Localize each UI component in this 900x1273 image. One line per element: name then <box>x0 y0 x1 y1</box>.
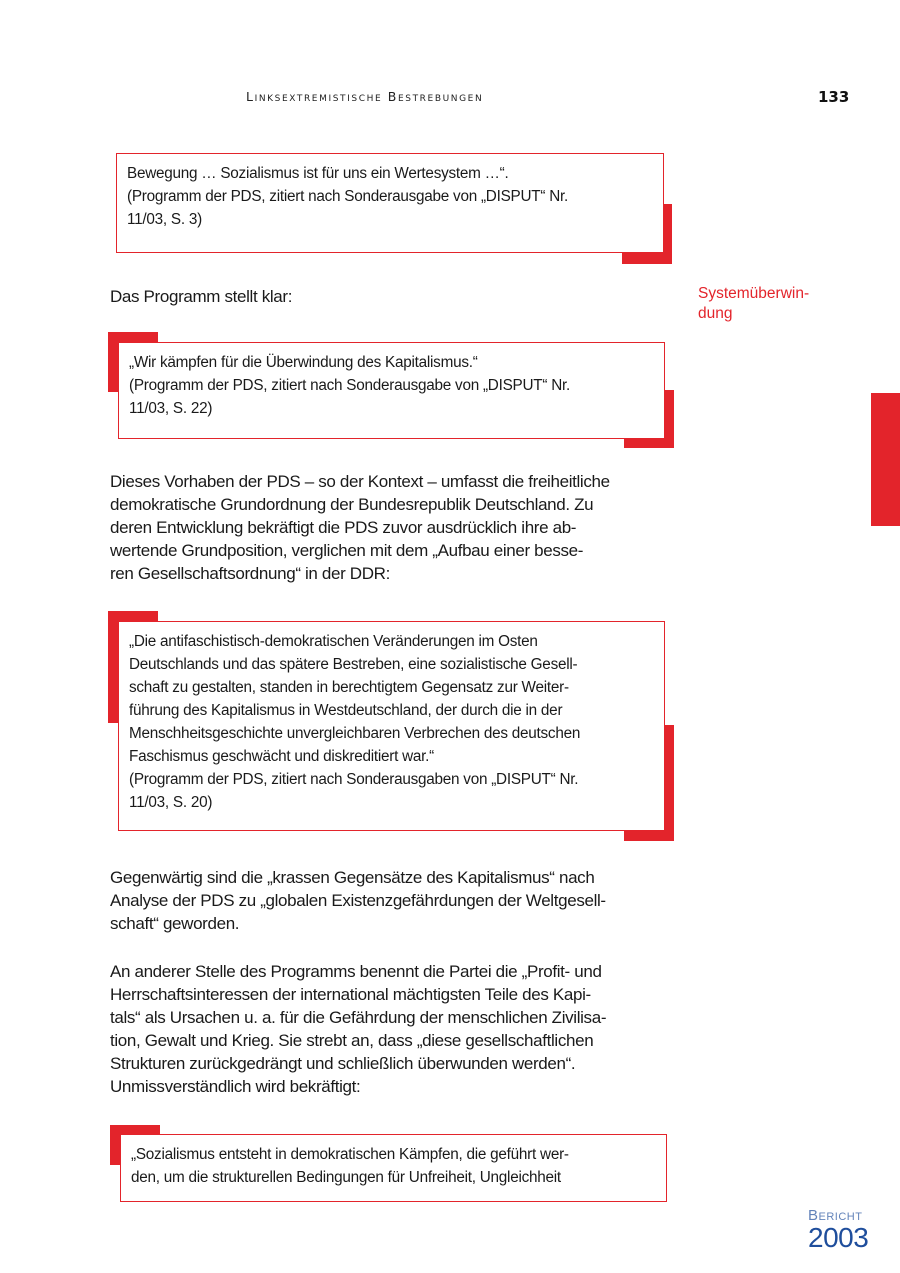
quote-line: führung des Kapitalismus in Westdeutschland, der durch die in der <box>129 702 563 719</box>
paragraph-line: ren Gesellschaftsordnung“ in der DDR: <box>110 564 390 583</box>
section-marker-bar <box>871 393 900 526</box>
paragraph-line: Herrschaftsinteressen der international mächtigsten Teile des Kapi- <box>110 985 591 1004</box>
paragraph-line: Analyse der PDS zu „globalen Existenzgefährdungen der Weltgesell- <box>110 891 606 910</box>
paragraph-line: deren Entwicklung bekräftigt die PDS zuvor ausdrücklich ihre ab- <box>110 518 577 537</box>
paragraph-line: tion, Gewalt und Krieg. Sie strebt an, dass „diese gesellschaftlichen <box>110 1031 594 1050</box>
paragraph-line: Das Programm stellt klar: <box>110 287 293 306</box>
paragraph-line: Strukturen zurückgedrängt und schließlich überwunden werden“. <box>110 1054 576 1073</box>
quote-box <box>120 1134 667 1202</box>
quote-box <box>118 621 665 831</box>
margin-note-text: Systemüberwin- dung <box>698 285 810 322</box>
margin-note <box>698 284 848 324</box>
paragraph-line: An anderer Stelle des Programms benennt die Partei die „Profit- und <box>110 962 602 981</box>
quote-line: schaft zu gestalten, standen in berechtigtem Gegensatz zur Weiter- <box>129 679 569 696</box>
brand-word: Bericht <box>808 1207 863 1224</box>
body-paragraph <box>110 285 670 308</box>
quote-line: 11/03, S. 3) <box>127 211 202 228</box>
paragraph-line: Dieses Vorhaben der PDS – so der Kontext – umfasst die freiheitliche <box>110 472 610 491</box>
quote-line: 11/03, S. 22) <box>129 400 213 417</box>
quote-line: den, um die strukturellen Bedingungen für Unfreiheit, Ungleichheit <box>131 1169 561 1186</box>
brand-year: 2003 <box>808 1222 869 1253</box>
paragraph-line: tals“ als Ursachen u. a. für die Gefährdung der menschlichen Zivilisa- <box>110 1008 607 1027</box>
quote-box <box>116 153 664 253</box>
paragraph-line: wertende Grundposition, verglichen mit dem „Aufbau einer besse- <box>110 541 584 560</box>
quote-line: Deutschlands und das spätere Bestreben, eine sozialistische Gesell- <box>129 656 578 673</box>
quote-line: 11/03, S. 20) <box>129 794 213 811</box>
quote-line: Bewegung … Sozialismus ist für uns ein Wertesystem …“. <box>127 165 509 182</box>
quote-line: (Programm der PDS, zitiert nach Sonderausgabe von „DISPUT“ Nr. <box>127 188 569 205</box>
quote-line: „Sozialismus entsteht in demokratischen Kämpfen, die geführt wer- <box>131 1146 569 1163</box>
body-paragraph <box>110 866 670 935</box>
body-paragraph <box>110 960 670 1098</box>
report-brand-logo <box>808 1208 868 1252</box>
quote-line: „Die antifaschistisch-demokratischen Veränderungen im Osten <box>129 633 538 650</box>
paragraph-line: demokratische Grundordnung der Bundesrepublik Deutschland. Zu <box>110 495 594 514</box>
body-paragraph <box>110 470 670 585</box>
running-header-title: Linksextremistische Bestrebungen <box>246 89 484 104</box>
quote-box <box>118 342 665 439</box>
quote-line: (Programm der PDS, zitiert nach Sonderausgabe von „DISPUT“ Nr. <box>129 377 571 394</box>
quote-line: Faschismus geschwächt und diskreditiert war.“ <box>129 748 435 765</box>
quote-line: Menschheitsgeschichte unvergleichbaren Verbrechen des deutschen <box>129 725 581 742</box>
paragraph-line: Gegenwärtig sind die „krassen Gegensätze des Kapitalismus“ nach <box>110 868 595 887</box>
paragraph-line: Unmissverständlich wird bekräftigt: <box>110 1077 361 1096</box>
paragraph-line: schaft“ geworden. <box>110 914 240 933</box>
quote-line: (Programm der PDS, zitiert nach Sonderausgaben von „DISPUT“ Nr. <box>129 771 579 788</box>
page-number: 133 <box>818 88 850 106</box>
quote-line: „Wir kämpfen für die Überwindung des Kapitalismus.“ <box>129 354 478 371</box>
